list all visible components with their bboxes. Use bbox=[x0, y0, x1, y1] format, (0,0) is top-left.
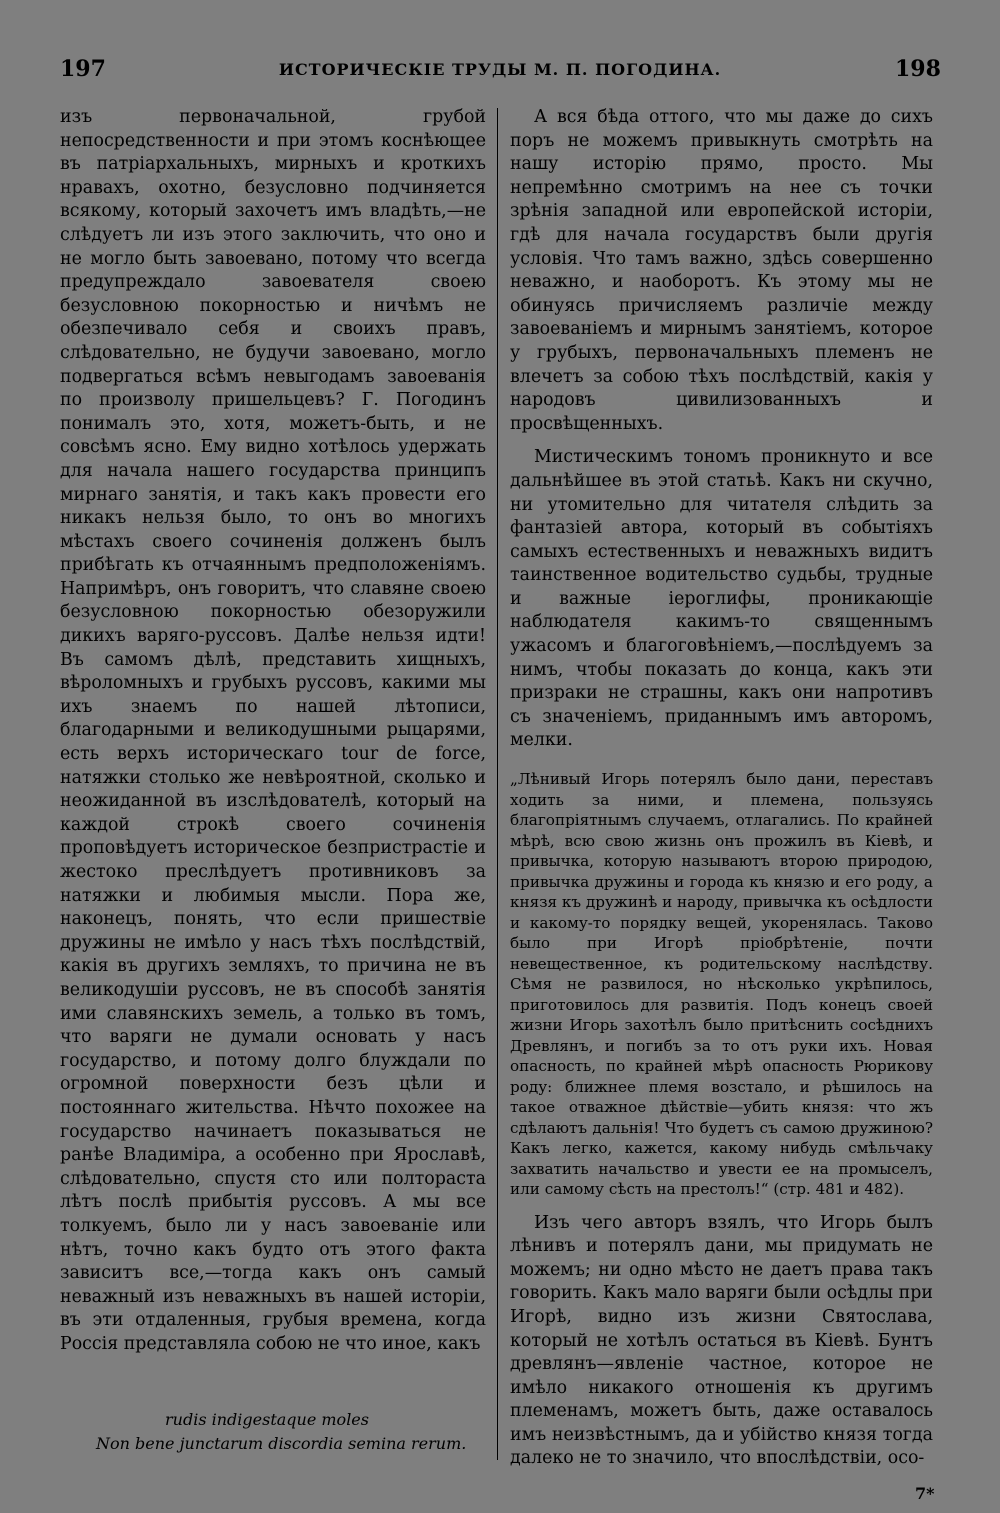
right-paragraph-3: Изъ чего авторъ взялъ, что Игорь былъ лѣнивъ и потерялъ дани, мы придумать не можемъ; ни одно мѣсто не даетъ права такъ говорить. Какъ мало варяги были осѣдлы при Игорѣ, видно изъ жизни Святослава, который не хотѣлъ остаться въ Кіевѣ. Бунтъ древлянъ—явленіе частное, которое не имѣло никакого отношенія къ другимъ племенамъ, можетъ быть, даже оставалось имъ неизвѣстнымъ, да и убійство князя тогда далеко не то значило, что впослѣдствіи, осо- bbox=[510, 1212, 933, 1469]
left-paragraph-1: изъ первоначальной, грубой непосредственности и при этомъ коснѣющее въ патріархальныхъ, мирныхъ и кроткихъ нравахъ, охотно, безусловно подчиняется всякому, который захочетъ имъ владѣть,—не слѣдуетъ ли изъ этого заключить, что оно и не могло быть завоевано, потому что всегда предупреждало завоевателя своею безусловною покорностью и ничѣмъ не обезпечивало себя и своихъ правъ, слѣдовательно, не будучи завоевано, могло подвергаться всѣмъ невыгодамъ завоеванія по произволу пришельцевъ? Г. Погодинъ понималъ это, хотя, можетъ-быть, и не совсѣмъ ясно. Ему видно хотѣлось удержать для начала нашего государства принципъ мирнаго занятія, и такъ какъ провести его никакъ нельзя было, то онъ во многихъ мѣстахъ своего сочиненія долженъ былъ прибѣгать къ отчаяннымъ предположеніямъ. Напримѣръ, онъ говоритъ, что славяне своею безусловною покорностью обезоружили дикихъ варяго-руссовъ. Далѣе нельзя идти! Въ самомъ дѣлѣ, представить хищныхъ, вѣроломныхъ и грубыхъ руссовъ, какими мы ихъ знаемъ по нашей лѣтописи, благодарными и великодушными рыцарями, есть верхъ историческаго tour de force, натяжки столько же невѣроятной, сколько и неожиданной въ изслѣдователѣ, который на каждой строкѣ своего сочиненія проповѣдуетъ историческое безпристрастіе и жестоко преслѣдуетъ противниковъ за натяжки и любимыя мысли. Пора же, наконецъ, понять, что если пришествіе дружины не имѣло у насъ тѣхъ послѣдствій, какія въ другихъ земляхъ, то причина не въ великодушіи руссовъ, не въ способѣ занятія ими славянскихъ земель, а только въ томъ, что варяги не думали основать у насъ государство, и потому долго блуждали по огромной поверхности безъ цѣли и постояннаго жительства. Нѣчто похожее на государство начинаетъ показываться не ранѣе Владиміра, а особенно при Ярославѣ, слѣдовательно, спустя сто или полтораста лѣтъ послѣ прибытія руссовъ. А мы все толкуемъ, было ли у насъ завоеваніе или нѣтъ, точно какъ будто отъ этого факта зависитъ все,—тогда какъ онъ самый неважный изъ неважныхъ въ нашей исторіи, въ эти отдаленныя, грубыя времена, когда Россія представляла собою не что иное, какъ bbox=[60, 107, 486, 1354]
running-title: ИСТОРИЧЕСКІЕ ТРУДЫ М. П. ПОГОДИНА. bbox=[278, 60, 722, 79]
page-number-right: 198 bbox=[895, 56, 941, 82]
left-column bbox=[60, 106, 486, 1356]
signature-mark: 7* bbox=[915, 1484, 935, 1503]
right-paragraph-2: Мистическимъ тономъ проникнуто и все дальнѣйшее въ этой статьѣ. Какъ ни скучно, ни утомительно для читателя слѣдить за фантазіей автора, который въ событіяхъ самыхъ естественныхъ и неважныхъ видитъ таинственное водительство судьбы, трудные и важные іероглифы, проникающіе наблюдателя какимъ-то священнымъ ужасомъ и благоговѣніемъ,—послѣдуемъ за нимъ, чтобы показать до конца, какъ эти призраки не страшны, какъ они напротивъ съ значеніемъ, приданнымъ имъ авторомъ, мелки. bbox=[510, 447, 933, 751]
verse-line-2: Non bene junctarum discordia semina rerum. bbox=[96, 1434, 467, 1453]
page-number-left: 197 bbox=[60, 56, 106, 82]
verse-line-1: rudis indigestaque moles bbox=[165, 1410, 369, 1429]
column-divider bbox=[497, 108, 498, 1460]
latin-verse bbox=[60, 1408, 486, 1456]
page-header bbox=[0, 0, 1000, 100]
right-paragraph-1: А вся бѣда оттого, что мы даже до сихъ поръ не можемъ привыкнуть смотрѣть на нашу исторію прямо, просто. Мы непремѣнно смотримъ на нее съ точки зрѣнія западной или европейской исторіи, гдѣ для начала государствъ были другія условія. Что тамъ важно, здѣсь совершенно неважно, и наоборотъ. Къ этому мы не обинуясь причисляемъ различіе между завоеваніемъ и мирнымъ занятіемъ, которое у грубыхъ, первоначальныхъ племенъ не влечетъ за собою тѣхъ послѣдствій, какія у народовъ цивилизованныхъ и просвѣщенныхъ. bbox=[510, 107, 933, 434]
block-quote: „Лѣнивый Игорь потерялъ было дани, переставъ ходить за ними, и племена, пользуясь благопріятнымъ случаемъ, отлагались. По крайней мѣрѣ, всю свою жизнь онъ прожилъ въ Кіевѣ, и привычка, которую называютъ второю природою, привычка дружины и города къ князю и его роду, а князя къ дружинѣ и народу, привычка къ осѣдлости и какому-то порядку вещей, укоренялась. Таково было при Игорѣ пріобрѣтеніе, почти невещественное, къ родительскому наслѣдству. Сѣмя не развилося, но нѣсколько укрѣпилось, приготовилось для развитія. Подъ конецъ своей жизни Игорь захотѣлъ было притѣснить сосѣднихъ Древлянъ, и погибъ за то отъ руки ихъ. Новая опасность, по крайней мѣрѣ опасность Рюрикову роду: ближнее племя возстало, и рѣшилось на такое отважное дѣйствіе—убить князя: что жъ сдѣлаютъ дальнія! Что будетъ съ самою дружиною? Какъ легко, кажется, какому нибудь смѣльчаку захватить начальство и увести ее на промыселъ, или самому сѣсть на престолъ!“ (стр. 481 и 482). bbox=[510, 770, 934, 1199]
right-column bbox=[510, 106, 933, 1471]
